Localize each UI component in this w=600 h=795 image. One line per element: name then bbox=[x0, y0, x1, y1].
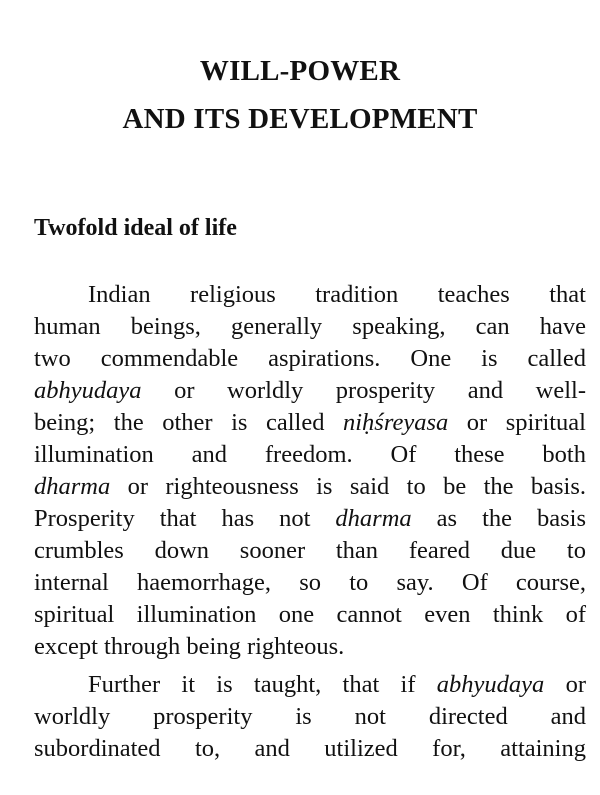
body-text: two commendable aspirations. One is called bbox=[34, 345, 586, 372]
chapter-title-line-2: AND ITS DEVELOPMENT bbox=[122, 103, 478, 135]
italic-term: abhyudaya bbox=[34, 377, 142, 404]
body-line bbox=[34, 312, 586, 342]
body-text: subordinated to, and utilized for, attaining bbox=[34, 735, 586, 762]
body-line bbox=[34, 376, 586, 406]
italic-term: dharma bbox=[34, 473, 111, 500]
body-line bbox=[34, 440, 586, 470]
body-text: being; the other is called bbox=[34, 409, 343, 436]
body-line bbox=[34, 536, 586, 566]
body-line bbox=[34, 632, 586, 662]
italic-term: niḥśreyasa bbox=[342, 409, 449, 436]
body-text: Further it is taught, that if bbox=[88, 671, 437, 698]
body-text: except through being righteous. bbox=[34, 633, 345, 660]
body-line bbox=[34, 472, 586, 502]
body-line bbox=[34, 600, 586, 630]
body-text: spiritual illumination one cannot even think of bbox=[34, 601, 586, 628]
body-text: human beings, generally speaking, can have bbox=[34, 313, 586, 340]
body-text: Indian religious tradition teaches that bbox=[88, 281, 586, 308]
body-line bbox=[34, 408, 586, 438]
body-text: or righteousness is said to be the basis. bbox=[110, 473, 586, 500]
body-line bbox=[34, 702, 586, 732]
body-line bbox=[34, 344, 586, 374]
body-line bbox=[34, 734, 586, 764]
body-line bbox=[88, 670, 586, 700]
italic-term: dharma bbox=[335, 505, 412, 532]
body-text: or spiritual bbox=[448, 409, 586, 436]
chapter-title-line-1: WILL-POWER bbox=[199, 55, 401, 87]
body-text: crumbles down sooner than feared due to bbox=[34, 537, 586, 564]
body-line bbox=[88, 280, 586, 310]
section-heading: Twofold ideal of life bbox=[34, 215, 237, 241]
body-text: illumination and freedom. Of these both bbox=[34, 441, 586, 468]
body-line bbox=[34, 504, 586, 534]
body-line bbox=[34, 568, 586, 598]
body-text: internal haemorrhage, so to say. Of course, bbox=[34, 569, 586, 596]
italic-term: abhyudaya bbox=[436, 671, 545, 698]
body-text: worldly prosperity is not directed and bbox=[34, 703, 586, 730]
body-text: or worldly prosperity and well- bbox=[141, 377, 586, 404]
body-text: or bbox=[544, 671, 586, 698]
body-text: as the basis bbox=[411, 505, 586, 532]
body-text: Prosperity that has not bbox=[34, 505, 336, 532]
